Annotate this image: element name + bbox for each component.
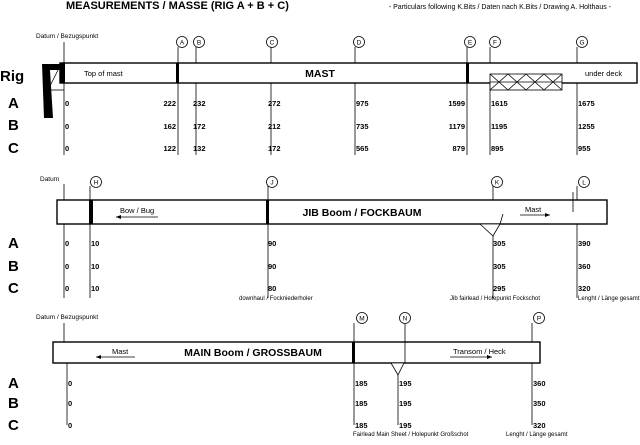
svg-text:0: 0: [65, 144, 70, 153]
svg-text:975: 975: [356, 99, 369, 108]
svg-text:162: 162: [163, 122, 176, 131]
svg-text:185: 185: [355, 379, 368, 388]
svg-text:80: 80: [268, 284, 277, 293]
rig-label: Rig: [0, 68, 25, 85]
svg-text:90: 90: [268, 239, 277, 248]
main-row-b-label: B: [8, 395, 19, 412]
main-row-a-label: A: [8, 375, 19, 392]
main-reference-lines: [64, 323, 532, 425]
svg-text:0: 0: [65, 122, 70, 131]
svg-text:B: B: [196, 39, 202, 47]
marker-h: [91, 177, 102, 188]
svg-text:122: 122: [163, 144, 176, 153]
marker-f: [490, 37, 501, 48]
mast-row-c-label: C: [8, 140, 19, 157]
mast-row-b-label: B: [8, 117, 19, 134]
main-mast-label: Mast: [112, 347, 129, 356]
svg-text:232: 232: [193, 99, 206, 108]
mast-values-row-c: [65, 144, 591, 153]
svg-text:295: 295: [493, 284, 506, 293]
svg-text:L: L: [582, 179, 586, 187]
svg-text:G: G: [579, 39, 585, 47]
svg-text:K: K: [494, 179, 500, 187]
main-row-c-label: C: [8, 417, 19, 434]
jib-bar: [57, 192, 607, 236]
svg-text:879: 879: [452, 144, 465, 153]
main-markers: [357, 313, 545, 324]
main-values-row-a: [68, 379, 546, 388]
mast-row-a-label: A: [8, 95, 19, 112]
svg-text:0: 0: [68, 379, 73, 388]
svg-text:0: 0: [65, 262, 70, 271]
main-bar: [53, 324, 540, 425]
svg-text:H: H: [93, 179, 99, 187]
marker-l: [579, 177, 590, 188]
marker-b: [194, 37, 205, 48]
svg-text:1675: 1675: [578, 99, 595, 108]
svg-text:212: 212: [268, 122, 281, 131]
main-values-row-c: [68, 421, 546, 430]
svg-text:185: 185: [355, 421, 368, 430]
jib-markers: [91, 177, 590, 188]
svg-text:360: 360: [578, 262, 591, 271]
mast-center-label: MAST: [305, 68, 335, 80]
svg-text:0: 0: [65, 284, 70, 293]
svg-text:D: D: [356, 39, 362, 47]
jib-row-b-label: B: [8, 258, 19, 275]
svg-text:350: 350: [533, 399, 546, 408]
svg-text:895: 895: [491, 144, 504, 153]
svg-text:390: 390: [578, 239, 591, 248]
marker-d: [354, 37, 365, 48]
svg-text:10: 10: [91, 239, 100, 248]
svg-text:0: 0: [65, 239, 70, 248]
svg-text:1255: 1255: [578, 122, 595, 131]
svg-text:N: N: [402, 315, 408, 323]
svg-text:320: 320: [533, 421, 546, 430]
svg-text:90: 90: [268, 262, 277, 271]
jib-fairlead-note: Jib fairlead / Holepunkt Fockschot: [450, 296, 541, 302]
main-center-label: MAIN Boom / GROSSBAUM: [184, 347, 322, 359]
main-datum-label: Datum / Bezugspunkt: [36, 314, 99, 321]
svg-text:195: 195: [399, 399, 412, 408]
mast-datum-label: Datum / Bezugspunkt: [36, 33, 99, 40]
main-length-note: Lenght / Länge gesamt: [506, 432, 568, 438]
marker-p: [534, 313, 545, 324]
svg-text:272: 272: [268, 99, 281, 108]
jib-length-note: Lenght / Länge gesamt: [578, 296, 640, 302]
mast-end-label: under deck: [585, 69, 623, 78]
marker-a: [177, 37, 188, 48]
main-values-row-b: [68, 399, 546, 408]
main-transom-label: Transom / Heck: [453, 347, 506, 356]
svg-text:172: 172: [268, 144, 281, 153]
svg-text:195: 195: [399, 421, 412, 430]
jib-values-row-a: [65, 239, 591, 248]
jib-values-row-c: [65, 284, 591, 293]
jib-row-a-label: A: [8, 235, 19, 252]
svg-text:955: 955: [578, 144, 591, 153]
svg-text:A: A: [179, 39, 185, 47]
jib-downhaul-note: downhaul / Fockniederholer: [239, 296, 313, 302]
svg-text:C: C: [269, 39, 275, 47]
svg-text:0: 0: [68, 421, 73, 430]
svg-text:1599: 1599: [448, 99, 465, 108]
jib-mast-label: Mast: [525, 205, 542, 214]
main-fairlead-note: Fairlead Main Sheet / Holepunkt Großschot: [353, 432, 469, 438]
mast-top-label: Top of mast: [84, 69, 123, 78]
jib-center-label: JIB Boom / FOCKBAUM: [302, 207, 422, 219]
svg-text:M: M: [359, 315, 365, 323]
marker-c: [267, 37, 278, 48]
hatched-partner-area: [490, 74, 562, 90]
svg-text:305: 305: [493, 262, 506, 271]
mast-bar: [60, 63, 637, 90]
svg-text:132: 132: [193, 144, 206, 153]
svg-text:J: J: [270, 179, 274, 187]
svg-text:P: P: [536, 315, 542, 323]
svg-text:1615: 1615: [491, 99, 508, 108]
svg-text:735: 735: [356, 122, 369, 131]
mast-values-row-a: [65, 99, 595, 108]
svg-text:305: 305: [493, 239, 506, 248]
marker-n: [400, 313, 411, 324]
drawing-credit: - Particulars following K.Bits / Daten nach K.Bits / Drawing A. Holthaus -: [388, 4, 611, 11]
svg-text:1179: 1179: [448, 122, 465, 131]
drawing-title: MEASUREMENTS / MASSE (RIG A + B + C): [66, 0, 289, 12]
svg-text:E: E: [467, 39, 473, 47]
svg-text:0: 0: [65, 99, 70, 108]
svg-text:10: 10: [91, 284, 100, 293]
jib-values-row-b: [65, 262, 591, 271]
svg-text:185: 185: [355, 399, 368, 408]
marker-k: [492, 177, 503, 188]
svg-text:222: 222: [163, 99, 176, 108]
marker-j: [267, 177, 278, 188]
svg-text:172: 172: [193, 122, 206, 131]
jib-row-c-label: C: [8, 280, 19, 297]
mast-markers: [177, 37, 588, 48]
marker-e: [465, 37, 476, 48]
svg-text:1195: 1195: [491, 122, 508, 131]
marker-m: [357, 313, 368, 324]
jib-bow-label: Bow / Bug: [120, 206, 155, 215]
svg-text:195: 195: [399, 379, 412, 388]
mast-values-row-b: [65, 122, 595, 131]
jib-datum-label: Datum: [40, 176, 60, 183]
svg-text:360: 360: [533, 379, 546, 388]
svg-text:10: 10: [91, 262, 100, 271]
marker-g: [577, 37, 588, 48]
svg-text:0: 0: [68, 399, 73, 408]
svg-text:320: 320: [578, 284, 591, 293]
svg-text:565: 565: [356, 144, 369, 153]
svg-text:F: F: [493, 39, 497, 47]
